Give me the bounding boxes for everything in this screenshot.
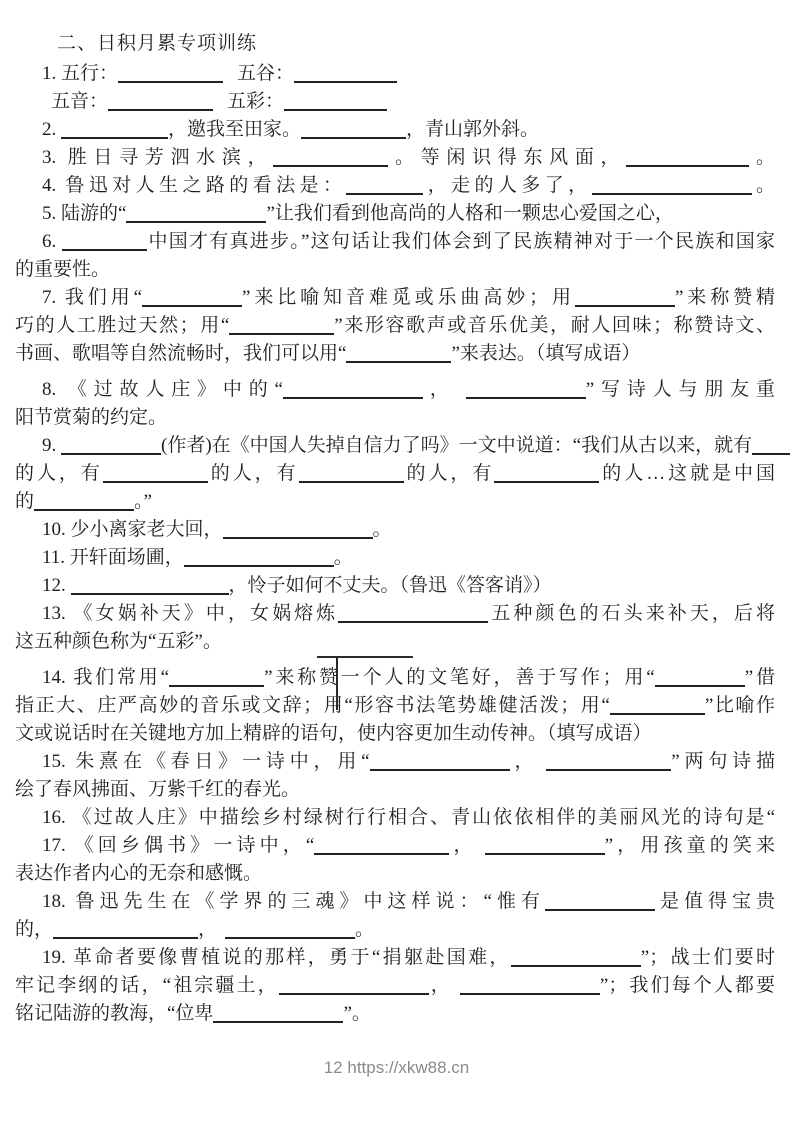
answer-blank — [142, 288, 242, 307]
text-run: ”来比喻知音难觅或乐曲高妙；用 — [242, 287, 575, 308]
text-run: ，走的人多了， — [423, 175, 592, 196]
answer-blank — [370, 752, 510, 771]
answer-blank — [279, 976, 429, 995]
text-run: ， — [428, 975, 452, 996]
text-run: 11. 开轩面场圃， — [42, 547, 184, 568]
text-run: 16. 《过故人庄》中描绘乡村绿树行行相合、青山依依相伴的美丽风光的诗句是“ — [42, 807, 775, 828]
text-run: 绘了春风拂面、万紫千红的春光。 — [15, 779, 301, 800]
doc-line — [15, 600, 775, 628]
answer-blank — [294, 64, 397, 83]
text-run: 指正大、庄严高妙的音乐或文辞；用“形容书法笔势雄健活泼；用“ — [15, 695, 610, 716]
doc-line — [15, 748, 775, 776]
text-run: ”比喻作 — [704, 695, 775, 716]
text-run: ，怜子如何不丈夫。（鲁迅《答客诮》） — [228, 575, 552, 596]
answer-blank — [284, 92, 387, 111]
text-cursor-artifact — [336, 657, 338, 710]
text-run: 。等闲识得东风面， — [388, 147, 627, 168]
text-run: 10. 少小离家老大回， — [42, 519, 223, 540]
answer-blank — [34, 492, 134, 511]
doc-line — [15, 144, 775, 172]
answer-blank — [346, 344, 451, 363]
text-run: 的人，有 — [207, 463, 299, 484]
answer-blank — [223, 520, 373, 539]
text-run: 五音： — [51, 91, 109, 112]
doc-line — [15, 692, 775, 720]
doc-line — [15, 200, 775, 228]
text-run: ，青山郭外斜。 — [406, 119, 540, 140]
text-run: 13. 《女娲补天》中，女娲熔炼 — [42, 603, 339, 624]
doc-line — [15, 116, 775, 144]
text-run: 是值得宝贵 — [654, 891, 775, 912]
text-run: 12. — [42, 575, 71, 596]
text-run: 五谷： — [237, 63, 295, 84]
text-run: 的 — [15, 491, 35, 512]
answer-blank — [460, 976, 600, 995]
text-run: 书画、歌唱等自然流畅时，我们可以用“ — [15, 343, 347, 364]
text-run: ， — [423, 379, 456, 400]
text-run: ”让我们看到他高尚的人格和一颗忠心爱国之心， — [266, 203, 674, 224]
text-run: ，邀我至田家。 — [168, 119, 302, 140]
answer-blank — [466, 380, 586, 399]
doc-line — [15, 60, 775, 88]
text-run: 的， — [15, 919, 54, 940]
section-title: 二、日积月累专项训练 — [57, 33, 258, 54]
doc-line — [15, 944, 775, 972]
answer-blank — [126, 204, 266, 223]
doc-line — [15, 460, 775, 488]
text-run: ， — [449, 835, 477, 856]
text-run: 文或说话时在关键地方加上精辟的语句，使内容更加生动传神。（填写成语） — [15, 723, 652, 744]
text-run: ， — [198, 919, 218, 940]
text-run: 牢记李纲的话，“祖宗疆土， — [15, 975, 279, 996]
answer-blank — [169, 668, 264, 687]
text-run: ”来称赞精 — [674, 287, 776, 308]
doc-line — [15, 888, 775, 916]
text-run: ”；我们每个人都要 — [599, 975, 775, 996]
text-run: 表达作者内心的无奈和感慨。 — [15, 863, 263, 884]
text-run: 3. 胜日寻芳泗水滨， — [42, 147, 274, 168]
text-run: ”写诗人与朋友重 — [585, 379, 775, 400]
text-run: 8. 《过故人庄》中的“ — [42, 379, 283, 400]
text-run: 。 — [751, 175, 775, 196]
answer-blank — [62, 232, 147, 251]
doc-line — [15, 664, 775, 692]
text-run: ”来形容歌声或音乐优美，耐人回味；称赞诗文、 — [334, 315, 775, 336]
text-run: ”来表达。（填写成语） — [451, 343, 641, 364]
text-run: 1. 五行： — [42, 63, 119, 84]
answer-blank — [301, 120, 406, 139]
page-footer — [0, 1058, 793, 1078]
answer-blank — [118, 64, 223, 83]
answer-blank — [575, 288, 675, 307]
doc-line — [15, 832, 775, 860]
text-run: (作者)在《中国人失掉自信力了吗》一文中说道：“我们从古以来，就有 — [161, 435, 753, 456]
text-run: 18. 鲁迅先生在《学界的三魂》中这样说：“惟有 — [42, 891, 545, 912]
text-run: 19. 革命者要像曹植说的那样，勇于“捐躯赴国难， — [42, 947, 511, 968]
doc-line — [15, 1000, 775, 1028]
answer-blank — [283, 380, 423, 399]
text-run: 阳节赏菊的约定。 — [15, 407, 168, 428]
text-run: 17. 《回乡偶书》一诗中，“ — [42, 835, 315, 856]
doc-line — [15, 172, 775, 200]
text-run: 中国才有真进步。”这句话让我们体会到了民族精神对于一个民族和国家 — [147, 231, 776, 252]
text-run: 的人…这就是中国 — [599, 463, 775, 484]
answer-blank — [213, 1004, 343, 1023]
doc-line — [15, 516, 775, 544]
doc-line — [15, 404, 775, 432]
text-run: 。 — [749, 147, 775, 168]
doc-line — [15, 88, 775, 116]
doc-line — [15, 284, 775, 312]
answer-blank — [655, 668, 745, 687]
doc-line — [15, 804, 775, 832]
text-run: 6. — [42, 231, 63, 252]
page-number: 12 — [323, 1058, 343, 1077]
text-run: 铭记陆游的教海，“位卑 — [15, 1003, 214, 1024]
doc-line — [15, 628, 775, 656]
text-run: 2. — [42, 119, 61, 140]
text-run: 。 — [372, 519, 392, 540]
stray-blank-underline — [317, 656, 413, 658]
answer-blank — [61, 436, 161, 455]
doc-line — [15, 860, 775, 888]
doc-line — [15, 256, 775, 284]
text-run: 5. 陆游的“ — [42, 203, 127, 224]
footer-url: https://xkw88.cn — [347, 1058, 470, 1077]
text-run: ， — [509, 751, 539, 772]
text-run: 的人，有 — [403, 463, 495, 484]
answer-blank — [494, 464, 599, 483]
text-run: ”两句诗描 — [671, 751, 776, 772]
text-run: ”借 — [744, 667, 776, 688]
doc-line — [15, 488, 775, 516]
answer-blank — [610, 696, 705, 715]
answer-blank — [545, 892, 655, 911]
doc-line — [15, 972, 775, 1000]
text-run: ”，用孩童的笑来 — [604, 835, 775, 856]
answer-blank — [592, 176, 752, 195]
doc-line — [15, 720, 775, 748]
answer-blank — [485, 836, 605, 855]
text-run: 。 — [355, 919, 375, 940]
answer-blank — [103, 464, 208, 483]
answer-blank — [314, 836, 449, 855]
answer-blank — [273, 148, 388, 167]
text-run: ”来称赞一个人的文笔好，善于写作；用“ — [264, 667, 655, 688]
text-run: 4. 鲁迅对人生之路的看法是： — [42, 175, 347, 196]
answer-blank — [184, 548, 334, 567]
doc-line — [15, 916, 775, 944]
doc-line — [15, 432, 775, 460]
text-run: 五种颜色的石头来补天，后将 — [488, 603, 775, 624]
answer-blank — [225, 920, 355, 939]
text-run: 这五种颜色称为“五彩”。 — [15, 631, 222, 652]
text-run: ”。 — [343, 1003, 371, 1024]
text-run: 14. 我们常用“ — [42, 667, 170, 688]
text-run: 的人，有 — [15, 463, 103, 484]
text-run: 15. 朱熹在《春日》一诗中，用“ — [42, 751, 370, 772]
text-run: 巧的人工胜过天然；用“ — [15, 315, 230, 336]
text-run: 。” — [134, 491, 152, 512]
answer-blank — [338, 604, 488, 623]
text-run: 。 — [333, 547, 353, 568]
answer-blank — [299, 464, 404, 483]
doc-line — [15, 376, 775, 404]
doc-line — [15, 312, 775, 340]
doc-line — [15, 228, 775, 256]
answer-blank — [229, 316, 334, 335]
answer-blank — [71, 576, 229, 595]
doc-line — [15, 340, 775, 368]
answer-blank — [511, 948, 641, 967]
doc-line — [15, 544, 775, 572]
answer-blank — [53, 920, 198, 939]
text-run: 7. 我们用“ — [42, 287, 143, 308]
doc-line — [15, 776, 775, 804]
answer-blank — [546, 752, 671, 771]
doc-line — [15, 572, 775, 600]
answer-blank — [346, 176, 423, 195]
answer-blank — [626, 148, 749, 167]
answer-blank — [61, 120, 168, 139]
text-run: 9. — [42, 435, 61, 456]
text-run: 的重要性。 — [15, 259, 111, 280]
text-run: 五彩： — [227, 91, 285, 112]
answer-blank — [752, 436, 790, 455]
text-run: ”；战士们要时 — [640, 947, 775, 968]
document-lines — [15, 60, 775, 1028]
answer-blank — [108, 92, 213, 111]
